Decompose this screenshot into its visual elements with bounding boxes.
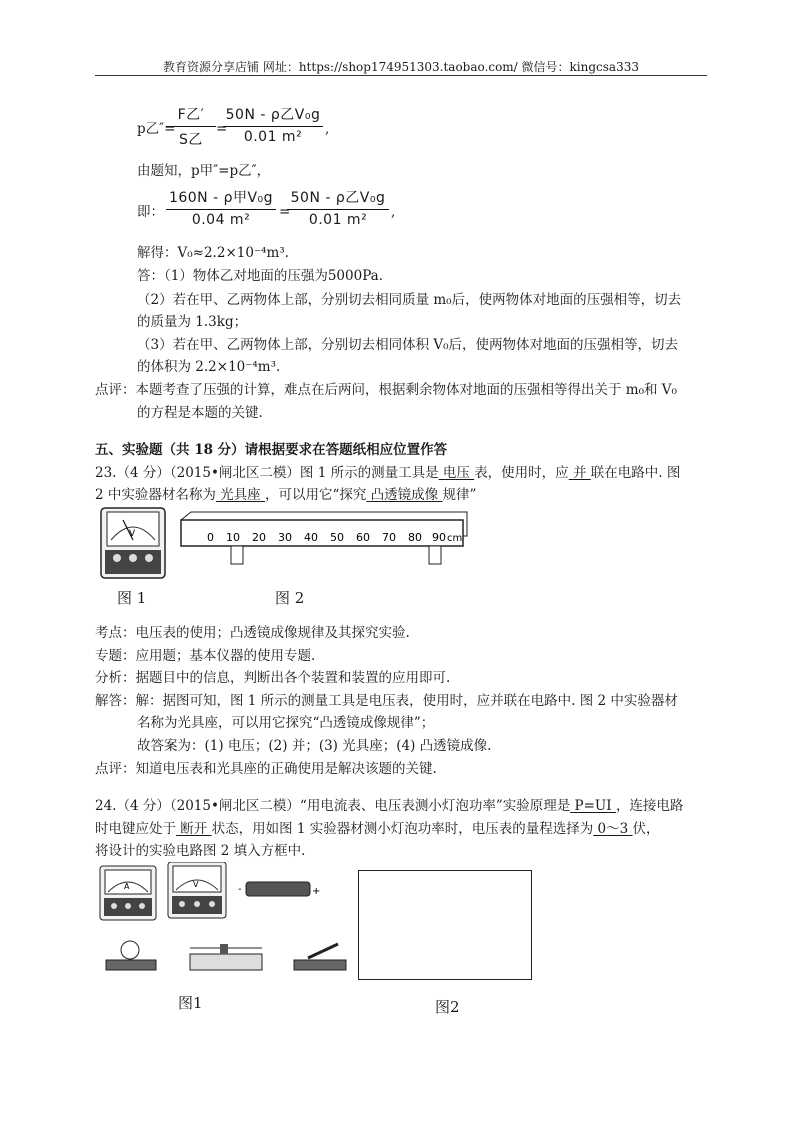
eq1-frac2-numerator: 50N - ρ乙V₀g	[225, 107, 321, 123]
eq1-lhs: p乙″=	[137, 121, 176, 137]
q23-text: 23.（4 分）（2015•闸北区二模）图 1 所示的测量工具是	[95, 465, 439, 481]
q23-text: ，可以用它“探究	[264, 487, 367, 503]
answer-line: 答：（1）物体乙对地面的压强为5000Pa.	[137, 268, 384, 284]
ruler-tick: 0	[207, 531, 214, 544]
q23-blank-2: 并	[568, 465, 591, 481]
q23-text: 2 中实验器材名称为	[95, 487, 216, 503]
voltmeter-illustration	[168, 862, 226, 918]
eq2-frac1-denominator: 0.04 m²	[191, 212, 251, 228]
analysis-line: 解答：解：据图可知，图 1 所示的测量工具是电压表，使用时，应并联在电路中. 图 2 中实验器材	[95, 693, 678, 709]
ruler-tick: 50	[330, 531, 344, 544]
eq2-frac1-numerator: 160N - ρ甲V₀g	[168, 190, 274, 206]
eq1-fraction-1	[166, 104, 216, 149]
page-header: 教育资源分享店铺 网址：https://shop174951303.taobao.com/ 微信号：kingcsa333	[163, 60, 639, 74]
eq1-fraction-2	[223, 104, 323, 145]
eq2-tail: ,	[391, 204, 396, 220]
svg-text:+: +	[312, 886, 321, 897]
answer-line: （3）若在甲、乙两物体上部，分别切去相同体积 V₀后，使两物体对地面的压强相等，切去	[137, 337, 679, 353]
q23-figures	[95, 500, 485, 590]
ruler-tick: 10	[226, 531, 240, 544]
analysis-line: 专题：应用题；基本仪器的使用专题.	[95, 648, 316, 664]
rheostat-illustration	[190, 944, 262, 970]
q24-blank-3: 0～3	[593, 821, 633, 837]
ruler-tick: 70	[382, 531, 396, 544]
eq1-frac1-denominator: S乙	[179, 132, 203, 148]
solution-line: 解得：V₀≈2.2×10⁻⁴m³.	[137, 245, 289, 261]
ruler-tick: 60	[356, 531, 370, 544]
q24-line-1	[95, 797, 683, 815]
q24-blank-2: 断开	[176, 821, 212, 837]
q24-line-3: 将设计的实验电路图 2 填入方框中.	[95, 843, 306, 859]
svg-text:-: -	[238, 884, 242, 895]
ruler-tick: 40	[304, 531, 318, 544]
fraction-bar	[166, 126, 216, 127]
analysis-line: 点评：知道电压表和光具座的正确使用是解决该题的关键.	[95, 761, 437, 777]
q24-text: 伏，	[632, 821, 660, 837]
known-condition: 由题知，p甲″=p乙″，	[137, 163, 271, 179]
eq2-fraction-1	[166, 187, 276, 228]
eq2-equals: =	[279, 204, 291, 220]
circuit-answer-box	[358, 870, 532, 980]
eq2-lhs: 即：	[137, 204, 164, 220]
eq1-tail: ,	[325, 121, 330, 137]
q23-fig2-label: 图 2	[275, 589, 305, 607]
optical-bench-illustration	[181, 512, 467, 564]
bulb-illustration	[106, 941, 156, 970]
q24-equipment-figure	[98, 862, 358, 982]
comment-line: 的方程是本题的关键.	[137, 405, 263, 421]
analysis-line: 故答案为：(1) 电压；(2) 并；(3) 光具座；(4) 凸透镜成像.	[137, 738, 492, 754]
q24-fig2-label: 图2	[435, 998, 460, 1016]
header-divider	[95, 75, 707, 76]
ruler-tick: cm	[447, 533, 463, 544]
ammeter-letter: A	[124, 882, 130, 891]
q24-blank-1: P=UI	[570, 798, 616, 814]
eq1-equals: =	[216, 121, 228, 137]
switch-illustration	[294, 944, 346, 970]
analysis-line: 名称为光具座，可以用它探究“凸透镜成像规律”；	[137, 715, 435, 731]
q23-blank-4: 凸透镜成像	[366, 487, 443, 503]
answer-line: （2）若在甲、乙两物体上部，分别切去相同质量 m₀后，使两物体对地面的压强相等，切去	[137, 292, 682, 308]
ruler-tick: 20	[252, 531, 266, 544]
eq1-frac2-denominator: 0.01 m²	[243, 129, 303, 145]
ruler-tick: 80	[408, 531, 422, 544]
voltmeter-letter: V	[129, 529, 136, 539]
analysis-line: 考点：电压表的使用；凸透镜成像规律及其探究实验.	[95, 625, 410, 641]
q23-blank-1: 电压	[438, 465, 475, 481]
q23-blank-3: 光具座	[215, 487, 265, 503]
eq2-fraction-2	[287, 187, 389, 228]
ammeter-illustration	[100, 866, 156, 920]
q23-fig1-label: 图 1	[117, 589, 147, 607]
fraction-bar	[287, 209, 389, 210]
q24-text: 状态，用如图 1 实验器材测小灯泡功率时，电压表的量程选择为	[211, 821, 594, 837]
fraction-bar	[223, 126, 323, 127]
battery-illustration	[238, 882, 320, 897]
q24-text: ，连接电路	[615, 798, 684, 814]
q23-text: 表，使用时，应	[474, 465, 569, 481]
q23-text: 联在电路中. 图	[590, 465, 681, 481]
q24-fig1-label: 图1	[178, 994, 203, 1012]
eq2-frac2-numerator: 50N - ρ乙V₀g	[290, 190, 386, 206]
section-title: 五、实验题（共 18 分）请根据要求在答题纸相应位置作答	[95, 442, 448, 458]
voltmeter-illustration	[101, 508, 165, 578]
fraction-bar	[166, 209, 276, 210]
voltmeter-letter: V	[193, 880, 199, 889]
answer-line: 的体积为 2.2×10⁻⁴m³.	[137, 359, 281, 375]
ruler-tick: 30	[278, 531, 292, 544]
eq1-frac1-numerator: F乙′	[177, 107, 205, 123]
q24-line-2	[95, 820, 660, 838]
eq2-frac2-denominator: 0.01 m²	[308, 212, 368, 228]
q24-text: 24.（4 分）（2015•闸北区二模）“用电流表、电压表测小灯泡功率”实验原理是	[95, 798, 571, 814]
answer-line: 的质量为 1.3kg；	[137, 314, 248, 330]
q24-text: 时电键应处于	[95, 821, 176, 837]
q23-line-1	[95, 464, 680, 482]
comment-line: 点评：本题考查了压强的计算，难点在后两问，根据剩余物体对地面的压强相等得出关于 m₀和 V₀	[95, 382, 677, 398]
ruler-tick: 90	[432, 531, 446, 544]
q23-text: 规律”	[442, 487, 477, 503]
analysis-line: 分析：据题目中的信息，判断出各个装置和装置的应用即可.	[95, 670, 451, 686]
